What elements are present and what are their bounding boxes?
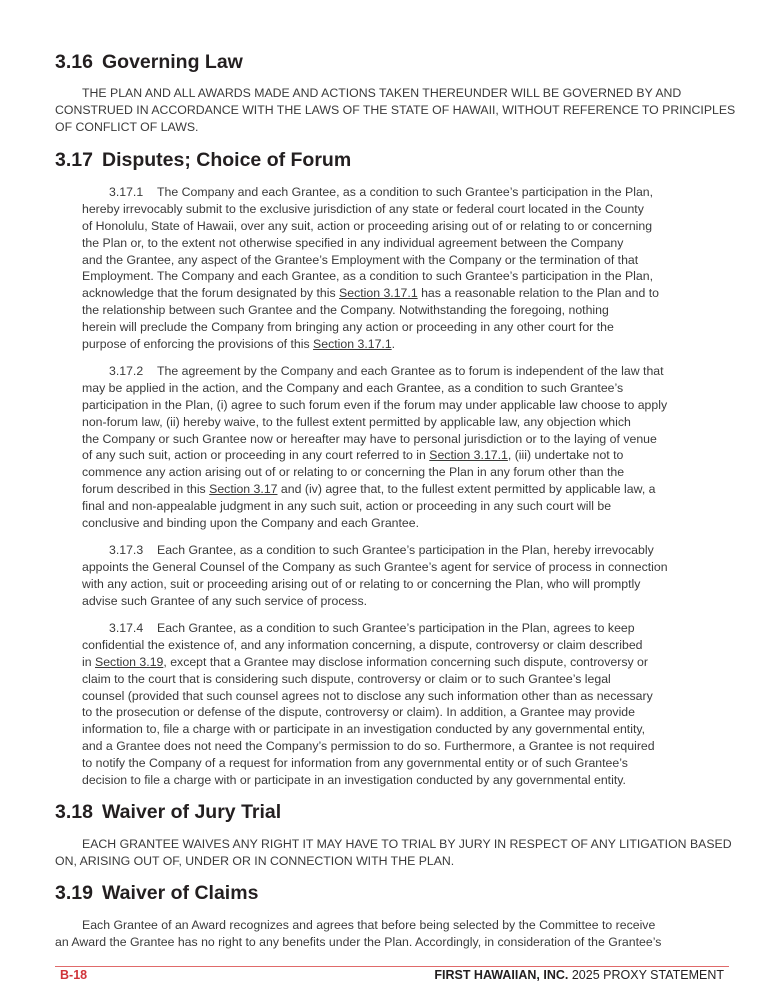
text-segment: to the prosecution or defense of the dispute, controversy or claim). In addition, a Grantee may provide — [82, 705, 635, 720]
paragraph-number: 3.17.2 — [109, 364, 144, 378]
text-segment: Each Grantee, as a condition to such Grantee’s participation in the Plan, hereby irrevocably — [157, 543, 654, 557]
text-segment: hereby irrevocably submit to the exclusive jurisdiction of any state or federal court located in the County — [82, 201, 644, 216]
text-segment: participation in the Plan, (i) agree to such forum even if the forum may under applicable law choose to apply — [82, 397, 668, 412]
text-segment: and a Grantee does not need the Company’s permission to do so. Furthermore, a Grantee is not required — [82, 739, 655, 754]
section-heading-3-18 — [55, 800, 281, 824]
text-line — [82, 218, 659, 235]
text-segment: of any such suit, action or proceeding in any court referred to in — [82, 448, 430, 463]
section-title: Waiver of Jury Trial — [102, 801, 282, 823]
paragraph-3-18 — [55, 836, 732, 870]
text-line — [82, 515, 667, 532]
text-segment: , except that a Grantee may disclose information concerning such dispute, controversy or — [163, 654, 648, 669]
text-segment: of Honolulu, State of Hawaii, over any suit, action or proceeding arising out of or relating to or concerning — [82, 218, 653, 233]
text-line — [82, 559, 668, 576]
text-line — [82, 319, 659, 336]
text-segment: may be applied in the action, and the Company and each Grantee, as a condition to such Grantee’s — [82, 380, 624, 395]
section-cross-reference-link[interactable]: Section 3.19 — [95, 654, 164, 669]
text-segment: advise such Grantee of any such service of process. — [82, 593, 368, 608]
text-line — [82, 184, 659, 201]
text-line — [82, 481, 667, 498]
text-segment: forum described in this — [82, 482, 210, 497]
paragraph-number: 3.17.3 — [109, 543, 144, 557]
text-segment: to notify the Company of a request for information from any governmental entity or of such Grantee’s — [82, 756, 628, 771]
text-line — [82, 431, 667, 448]
text-segment: ON, ARISING OUT OF, UNDER OR IN CONNECTION WITH THE PLAN. — [55, 853, 455, 868]
text-segment: purpose of enforcing the provisions of this — [82, 337, 314, 352]
paragraph-3-17-4 — [82, 620, 655, 789]
text-segment: acknowledge that the forum designated by this — [82, 286, 340, 301]
text-segment: the Plan or, to the extent not otherwise specified in any individual agreement between the Company — [82, 235, 624, 250]
text-line — [82, 447, 667, 464]
text-line — [82, 721, 655, 738]
text-segment: conclusive and binding upon the Company and each Grantee. — [82, 516, 420, 531]
footer-company: FIRST HAWAIIAN, INC. — [434, 968, 569, 982]
section-number: 3.16 — [55, 51, 93, 73]
text-line — [82, 363, 667, 380]
text-line — [55, 119, 735, 136]
text-segment: , (iii) undertake not to — [507, 448, 624, 463]
text-segment: information to, file a charge with or participate in an investigation conducted by any governmental entity, — [82, 722, 646, 737]
section-title: Disputes; Choice of Forum — [102, 149, 352, 171]
section-number: 3.17 — [55, 149, 93, 171]
text-line — [55, 102, 735, 119]
section-heading-3-19 — [55, 881, 258, 905]
text-line — [55, 85, 735, 102]
text-segment: The Company and each Grantee, as a condition to such Grantee’s participation in the Plan, — [157, 185, 654, 199]
text-line — [82, 738, 655, 755]
section-cross-reference-link[interactable]: Section 3.17.1 — [339, 286, 418, 301]
text-segment: herein will preclude the Company from bringing any action or proceeding in any other court for the — [82, 320, 614, 335]
text-line — [82, 252, 659, 269]
text-line — [55, 836, 732, 853]
text-line — [82, 755, 655, 772]
text-line — [82, 498, 667, 515]
text-line — [55, 917, 661, 934]
section-heading-3-16 — [55, 50, 243, 74]
paragraph-3-17-3 — [82, 542, 668, 610]
text-segment: counsel (provided that such counsel agrees not to disclose any such information other than as necessary — [82, 688, 653, 703]
text-line — [82, 336, 659, 353]
text-line — [82, 302, 659, 319]
text-line — [82, 576, 668, 593]
section-cross-reference-link[interactable]: Section 3.17.1 — [429, 448, 508, 463]
text-line — [82, 201, 659, 218]
section-number: 3.19 — [55, 882, 93, 904]
text-segment: has a reasonable relation to the Plan and to — [417, 286, 659, 301]
text-segment: in — [82, 654, 95, 669]
section-heading-3-17 — [55, 148, 351, 172]
text-line — [55, 853, 732, 870]
section-cross-reference-link[interactable]: Section 3.17.1 — [313, 337, 392, 352]
text-segment: OF CONFLICT OF LAWS. — [55, 119, 199, 134]
text-line — [82, 235, 659, 252]
text-segment: the Company or such Grantee now or hereafter may have to personal jurisdiction or to the laying of venue — [82, 431, 657, 446]
text-segment: and the Grantee, any aspect of the Grantee’s Employment with the Company or the termination of that — [82, 252, 639, 267]
text-segment: and (iv) agree that, to the fullest extent permitted by applicable law, a — [277, 482, 656, 497]
paragraph-number: 3.17.4 — [109, 621, 144, 635]
text-segment: . — [391, 337, 396, 352]
paragraph-3-16 — [55, 85, 735, 136]
text-segment: appoints the General Counsel of the Company as such Grantee’s agent for service of process in connection — [82, 559, 668, 574]
section-cross-reference-link[interactable]: Section 3.17 — [209, 482, 278, 497]
text-segment: the relationship between such Grantee and the Company. Notwithstanding the foregoing, nothing — [82, 303, 609, 318]
paragraph-3-17-1 — [82, 184, 659, 353]
text-line — [82, 654, 655, 671]
text-line — [82, 593, 668, 610]
text-segment: Each Grantee, as a condition to such Grantee’s participation in the Plan, agrees to keep — [157, 621, 635, 635]
text-segment: Employment. The Company and each Grantee, as a condition to such Grantee’s participation in the Plan, — [82, 269, 654, 284]
text-line — [82, 542, 668, 559]
text-segment: CONSTRUED IN ACCORDANCE WITH THE LAWS OF THE STATE OF HAWAII, WITHOUT REFERENCE TO PRINCIPLES — [55, 102, 736, 117]
text-segment: with any action, suit or proceeding arising out of or relating to or concerning the Plan, who will promptly — [82, 576, 641, 591]
text-line — [82, 620, 655, 637]
text-line — [55, 934, 661, 951]
text-segment: The agreement by the Company and each Grantee as to forum is independent of the law that — [157, 364, 664, 378]
text-line — [82, 688, 655, 705]
text-line — [82, 414, 667, 431]
text-segment: commence any action arising out of or relating to or concerning the Plan in any forum other than the — [82, 465, 625, 480]
paragraph-number: 3.17.1 — [109, 185, 144, 199]
text-segment: THE PLAN AND ALL AWARDS MADE AND ACTIONS TAKEN THEREUNDER WILL BE GOVERNED BY AND — [82, 86, 682, 100]
text-segment: Each Grantee of an Award recognizes and agrees that before being selected by the Committee to receive — [82, 918, 656, 932]
text-segment: non-forum law, (ii) hereby waive, to the fullest extent permitted by applicable law, any objection which — [82, 414, 631, 429]
section-title: Waiver of Claims — [102, 882, 259, 904]
footer-doc-name: 2025 PROXY STATEMENT — [571, 968, 724, 982]
section-number: 3.18 — [55, 801, 93, 823]
text-segment: an Award the Grantee has no right to any benefits under the Plan. Accordingly, in consideration of the Grantee’s — [55, 934, 662, 949]
text-line — [82, 637, 655, 654]
paragraph-3-17-2 — [82, 363, 667, 532]
section-title: Governing Law — [102, 51, 243, 73]
text-line — [82, 380, 667, 397]
text-line — [82, 704, 655, 721]
text-line — [82, 464, 667, 481]
text-segment: claim to the court that is considering such dispute, controversy or claim or to such Grantee’s legal — [82, 671, 611, 686]
page-number: B-18 — [60, 968, 88, 982]
footer-divider — [55, 966, 729, 967]
paragraph-3-19 — [55, 917, 661, 951]
text-segment: confidential the existence of, and any information concerning, a dispute, controversy or claim described — [82, 637, 643, 652]
text-segment: final and non-appealable judgment in any such suit, action or proceeding in any such court will be — [82, 499, 612, 514]
text-line — [82, 671, 655, 688]
footer-document-title — [434, 968, 724, 982]
text-line — [82, 285, 659, 302]
text-line — [82, 772, 655, 789]
text-segment: EACH GRANTEE WAIVES ANY RIGHT IT MAY HAVE TO TRIAL BY JURY IN RESPECT OF ANY LITIGATION BASED — [82, 837, 732, 851]
text-line — [82, 397, 667, 414]
text-line — [82, 268, 659, 285]
text-segment: decision to file a charge with or participate in an investigation conducted by any governmental entity. — [82, 773, 626, 788]
